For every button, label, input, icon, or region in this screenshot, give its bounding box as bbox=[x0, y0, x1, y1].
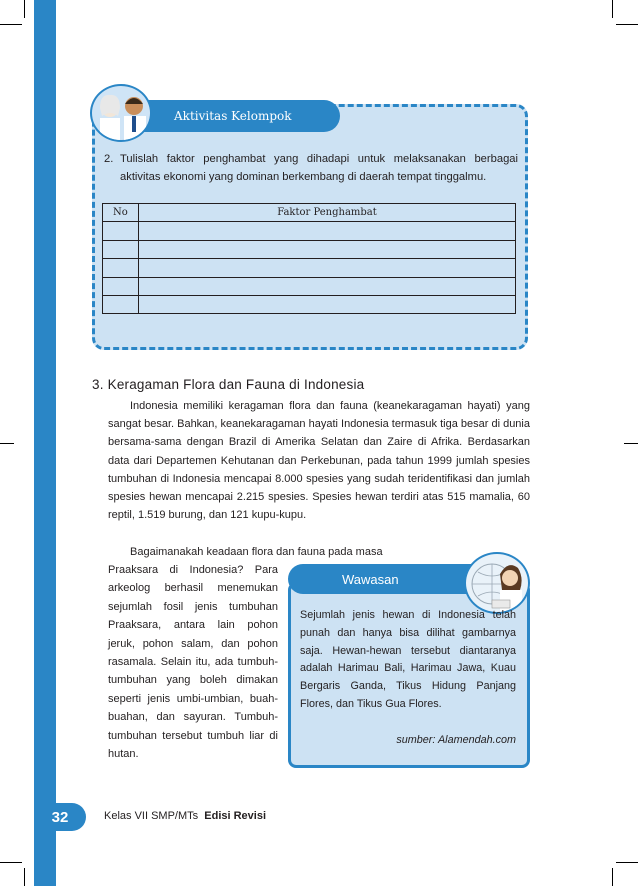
task-text: Tulislah faktor penghambat yang dihadapi untuk melaksanakan berbagai aktivitas ekonomi yang dominan berkembang di daerah tempat tinggalmu. bbox=[120, 153, 518, 183]
crop-mark bbox=[624, 443, 638, 444]
table-cell bbox=[139, 277, 516, 295]
wawasan-text: Sejumlah jenis hewan di Indonesia telah punah dan hanya bisa dilihat gambarnya saja. Hewan-hewan tersebut diantaranya adalah Harimau Bali, Harimau Jawa, Kuau Bergaris Ganda, Tikus Hidung Panjang Flores, dan Tikus Gua Flores. bbox=[300, 609, 516, 710]
activity-title: Aktivitas Kelompok bbox=[140, 100, 340, 132]
crop-mark bbox=[616, 24, 638, 25]
page-number: 32 bbox=[34, 803, 86, 831]
wawasan-source: sumber: Alamendah.com bbox=[396, 734, 516, 746]
table-header-no: No bbox=[103, 204, 139, 222]
table-cell bbox=[139, 295, 516, 313]
table-cell bbox=[139, 240, 516, 258]
crop-mark bbox=[612, 0, 613, 18]
wawasan-title: Wawasan bbox=[288, 564, 474, 594]
page-sidebar-stripe bbox=[34, 0, 56, 886]
body-paragraph: Indonesia memiliki keragaman flora dan fauna (keanekaragaman hayati) yang sangat besar. Bahkan, keanekaragaman hayati Indonesia termasuk tiga besar di dunia bersama-sama dengan Brazil di Amerika Selatan dan Zaire di Afrika. Berdasarkan data dari Departemen Kehutanan dan Perkebunan, pada tahun 1999 jumlah spesies tumbuhan di Indonesia mencapai 8.000 spesies yang sudah teridentifikasi dan jumlah spesies hewan mencapai 2.215 spesies. Spesies hewan terdiri atas 515 mamalia, 60 reptil, 1.519 burung, dan 121 kupu-kupu. bbox=[108, 400, 530, 522]
activity-task bbox=[104, 150, 518, 186]
table-row bbox=[103, 240, 516, 258]
table-cell bbox=[103, 295, 139, 313]
table-cell bbox=[103, 222, 139, 240]
table-row bbox=[103, 259, 516, 277]
body-paragraph-lead: Bagaimanakah keadaan flora dan fauna pada masa bbox=[130, 546, 383, 558]
body-paragraph-wrapped: Praaksara di Indonesia? Para arkeolog berhasil menemukan sejumlah fosil jenis tumbuhan Praaksara, antara lain pohon jeruk, pohon salam, dan pohon rasamala. Selain itu, ada tumbuh-tumbuhan yang boleh dimakan seperti jenis umbi-umbian, buah-buahan, dan sayuran. Tumbuh-tumbuhan tersebut tumbuh liar di hutan. bbox=[108, 564, 278, 761]
task-number: 2. bbox=[104, 153, 114, 165]
crop-mark bbox=[24, 0, 25, 18]
table-header-factor: Faktor Penghambat bbox=[139, 204, 516, 222]
crop-mark bbox=[0, 24, 22, 25]
section-heading: 3. Keragaman Flora dan Fauna di Indonesia bbox=[92, 377, 365, 392]
footer bbox=[104, 810, 266, 822]
crop-mark bbox=[612, 868, 613, 886]
table-row bbox=[103, 295, 516, 313]
crop-mark bbox=[0, 862, 22, 863]
crop-mark bbox=[616, 862, 638, 863]
footer-edition: Edisi Revisi bbox=[204, 810, 267, 822]
reading-girl-illustration bbox=[464, 552, 530, 614]
obstacle-table bbox=[102, 203, 516, 314]
table-row bbox=[103, 277, 516, 295]
table-header-row bbox=[103, 204, 516, 222]
table-cell bbox=[103, 277, 139, 295]
table-cell bbox=[139, 222, 516, 240]
table-cell bbox=[139, 259, 516, 277]
table-row bbox=[103, 222, 516, 240]
table-cell bbox=[103, 259, 139, 277]
table-cell bbox=[103, 240, 139, 258]
crop-mark bbox=[24, 868, 25, 886]
footer-book-title: Kelas VII SMP/MTs bbox=[104, 810, 199, 822]
students-illustration bbox=[90, 84, 152, 142]
crop-mark bbox=[0, 443, 14, 444]
